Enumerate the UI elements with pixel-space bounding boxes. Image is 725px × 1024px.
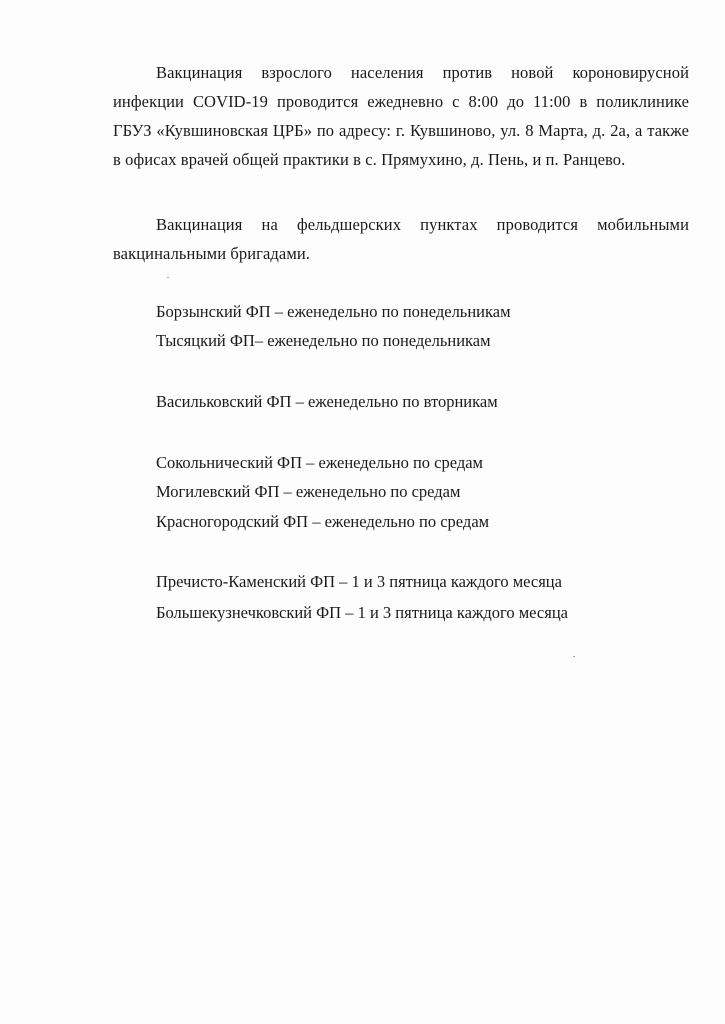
schedule-item: Сокольнический ФП – еженедельно по средам (156, 453, 483, 472)
schedule-item: Борзынский ФП – еженедельно по понедельникам (156, 302, 511, 321)
schedule-item: Тысяцкий ФП– еженедельно по понедельникам (156, 331, 491, 350)
schedule-item: Васильковский ФП – еженедельно по вторникам (156, 392, 498, 411)
schedule-item: Большекузнечковский ФП – 1 и 3 пятница каждого месяца (156, 603, 568, 622)
scan-speck (573, 656, 575, 657)
schedule-item: Пречисто-Каменский ФП – 1 и 3 пятница каждого месяца (156, 572, 562, 591)
vaccination-info-paragraph: Вакцинация взрослого населения против новой короновирусной инфекции COVID-19 проводится ежедневно с 8:00 до 11:00 в поликлинике ГБУЗ «Кувшиновская ЦРБ» по адресу: г. Кувшиново, ул. 8 Марта, д. 2а, а также в офисах врачей общей практики в с. Прямухино, д. Пень, и п. Ранцево. (113, 63, 689, 169)
mobile-brigades-paragraph: Вакцинация на фельдшерских пунктах проводится мобильными вакцинальными бригадами. (113, 215, 689, 263)
scan-speck (167, 277, 169, 278)
schedule-item: Красногородский ФП – еженедельно по средам (156, 512, 490, 531)
schedule-item: Могилевский ФП – еженедельно по средам (156, 482, 461, 501)
